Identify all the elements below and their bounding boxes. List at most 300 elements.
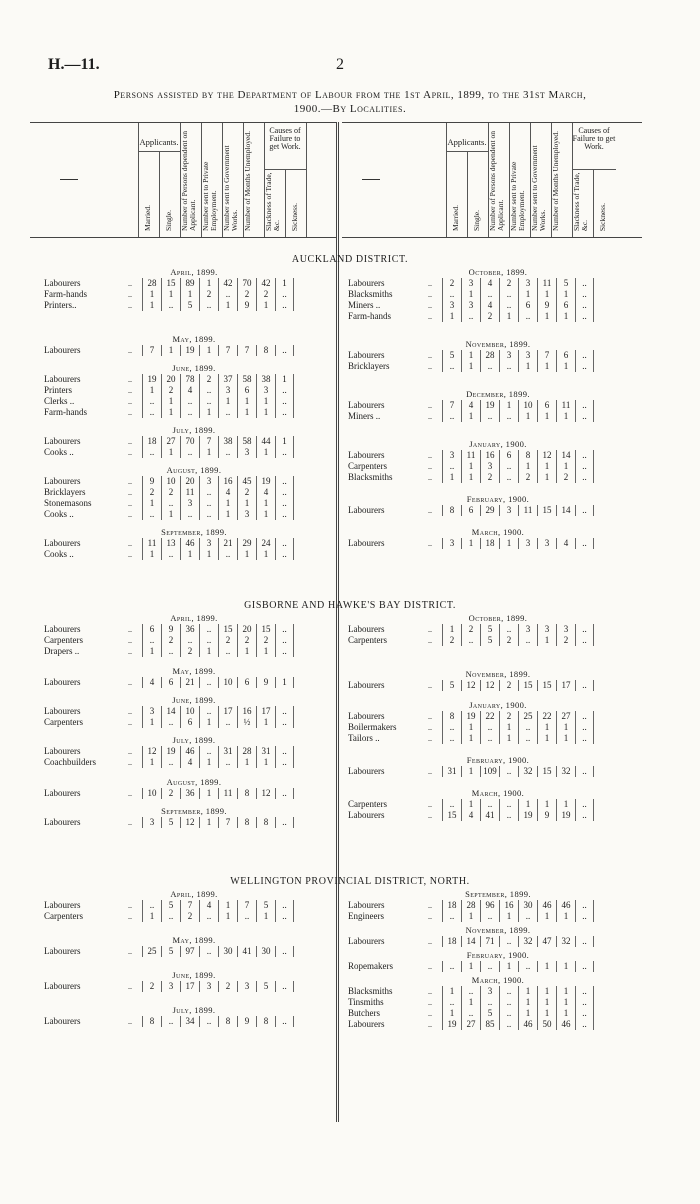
dependents-cell: .. xyxy=(480,961,499,972)
dependents-header: Number of Persons dependent on Applicant. xyxy=(488,131,505,231)
dependents-cell: 5 xyxy=(180,300,199,311)
slackness-cell: 9 xyxy=(256,677,275,688)
private-employment-cell: 1 xyxy=(199,345,218,356)
single-cell: 5 xyxy=(161,817,180,828)
private-employment-cell: .. xyxy=(499,472,518,483)
table-row xyxy=(44,1016,344,1027)
table-row xyxy=(348,635,648,646)
slackness-cell: 6 xyxy=(556,300,575,311)
single-cell: .. xyxy=(161,646,180,657)
slackness-cell: 1 xyxy=(556,986,575,997)
sickness-cell: .. xyxy=(275,396,294,407)
applicants-header: Applicants. xyxy=(447,137,487,147)
private-employment-cell: .. xyxy=(199,396,218,407)
private-employment-cell: .. xyxy=(499,766,518,777)
govt-works-cell: 6 xyxy=(518,300,537,311)
married-cell: 3 xyxy=(442,538,461,549)
sickness-cell: .. xyxy=(575,680,594,691)
leader-dots: .. xyxy=(428,351,432,360)
govt-works-cell: 10 xyxy=(518,400,537,411)
private-employment-cell: .. xyxy=(199,509,218,520)
months-unemployed-cell: 45 xyxy=(237,476,256,487)
leader-dots: .. xyxy=(428,1009,432,1018)
table-row xyxy=(44,706,344,717)
sickness-cell: .. xyxy=(575,311,594,322)
govt-works-cell: 42 xyxy=(218,278,237,289)
header-dash xyxy=(60,179,78,180)
auckland-right xyxy=(348,266,648,549)
govt-works-cell: 8 xyxy=(518,450,537,461)
sickness-cell: .. xyxy=(275,717,294,728)
month-heading: December, 1899. xyxy=(466,389,530,399)
slackness-cell: 1 xyxy=(256,911,275,922)
single-cell: 28 xyxy=(461,900,480,911)
months-unemployed-cell: 1 xyxy=(537,289,556,300)
govt-works-cell: 3 xyxy=(518,350,537,361)
occupation-cell: Labourers xyxy=(44,746,81,756)
private-employment-cell: .. xyxy=(499,1008,518,1019)
leader-dots: .. xyxy=(128,477,132,486)
single-cell: 2 xyxy=(161,788,180,799)
govt-works-cell: 32 xyxy=(518,936,537,947)
sickness-cell: .. xyxy=(575,900,594,911)
private-employment-cell: 1 xyxy=(199,757,218,768)
district-heading: AUCKLAND DISTRICT. xyxy=(291,254,409,265)
private-employment-cell: 2 xyxy=(199,374,218,385)
table-row xyxy=(348,722,648,733)
sickness-cell: .. xyxy=(275,385,294,396)
occupation-cell: Labourers xyxy=(348,1019,385,1029)
private-employment-cell: .. xyxy=(199,1016,218,1027)
govt-works-cell: 15 xyxy=(518,680,537,691)
slackness-cell: 1 xyxy=(256,300,275,311)
slackness-cell: 5 xyxy=(256,981,275,992)
married-cell: 1 xyxy=(442,311,461,322)
govt-works-cell: 8 xyxy=(218,1016,237,1027)
occupation-cell: Labourers xyxy=(348,538,385,548)
sickness-cell: .. xyxy=(275,900,294,911)
leader-dots: .. xyxy=(428,506,432,515)
sickness-cell: .. xyxy=(275,706,294,717)
occupation-cell: Printers.. xyxy=(44,300,77,310)
single-cell: 1 xyxy=(161,289,180,300)
sickness-cell: .. xyxy=(275,549,294,560)
private-employment-cell: 1 xyxy=(499,722,518,733)
single-cell: 1 xyxy=(461,538,480,549)
dependents-cell: 85 xyxy=(480,1019,499,1030)
married-cell: 8 xyxy=(442,505,461,516)
slackness-cell: 1 xyxy=(556,961,575,972)
occupation-cell: Clerks .. xyxy=(44,396,75,406)
table-row xyxy=(44,436,344,447)
sickness-cell: .. xyxy=(275,946,294,957)
private-employment-cell: .. xyxy=(499,986,518,997)
govt-works-cell: .. xyxy=(218,646,237,657)
occupation-cell: Cooks .. xyxy=(44,447,74,457)
leader-dots: .. xyxy=(428,800,432,809)
govt-works-cell: 11 xyxy=(218,788,237,799)
table-row xyxy=(44,646,344,657)
sickness-cell: .. xyxy=(575,733,594,744)
month-heading: September, 1899. xyxy=(161,527,227,537)
leader-dots: .. xyxy=(428,290,432,299)
table-row xyxy=(348,733,648,744)
single-cell: 9 xyxy=(161,624,180,635)
private-employment-cell: 1 xyxy=(199,646,218,657)
private-employment-cell: .. xyxy=(199,677,218,688)
married-cell: 1 xyxy=(142,498,161,509)
married-cell: 6 xyxy=(142,624,161,635)
married-cell: 1 xyxy=(442,986,461,997)
dependents-cell: 3 xyxy=(480,986,499,997)
occupation-cell: Drapers .. xyxy=(44,646,80,656)
govt-works-cell: 1 xyxy=(218,911,237,922)
column-header-left xyxy=(30,122,336,238)
table-row xyxy=(348,900,648,911)
married-cell: .. xyxy=(442,733,461,744)
govt-works-cell: 4 xyxy=(218,487,237,498)
dependents-cell: 109 xyxy=(480,766,499,777)
private-employment-cell: .. xyxy=(499,997,518,1008)
month-heading: October, 1899. xyxy=(468,267,528,277)
govt-works-cell: 30 xyxy=(218,946,237,957)
married-cell: 18 xyxy=(442,936,461,947)
govt-works-cell: 3 xyxy=(518,278,537,289)
slackness-cell: 2 xyxy=(256,289,275,300)
married-cell: 19 xyxy=(142,374,161,385)
private-employment-cell: 4 xyxy=(199,900,218,911)
leader-dots: .. xyxy=(128,499,132,508)
govt-works-cell: 10 xyxy=(218,677,237,688)
table-row xyxy=(348,936,648,947)
govt-works-cell: 1 xyxy=(218,396,237,407)
private-employment-cell: .. xyxy=(499,411,518,422)
slackness-cell: 8 xyxy=(256,817,275,828)
table-row xyxy=(44,345,344,356)
slackness-cell: 1 xyxy=(256,498,275,509)
sickness-cell: .. xyxy=(275,624,294,635)
dependents-cell: 41 xyxy=(480,810,499,821)
month-heading: June, 1899. xyxy=(172,970,216,980)
married-cell: 4 xyxy=(142,677,161,688)
leader-dots: .. xyxy=(128,386,132,395)
months-unemployed-cell: 1 xyxy=(537,635,556,646)
govt-works-cell: .. xyxy=(218,289,237,300)
married-cell: 1 xyxy=(142,717,161,728)
leader-dots: .. xyxy=(428,937,432,946)
months-unemployed-cell: 1 xyxy=(537,1008,556,1019)
married-cell: .. xyxy=(442,461,461,472)
slackness-cell: 1 xyxy=(556,799,575,810)
dependents-cell: 4 xyxy=(180,757,199,768)
months-unemployed-cell: 6 xyxy=(537,400,556,411)
sickness-cell: .. xyxy=(275,788,294,799)
single-cell: .. xyxy=(161,498,180,509)
slackness-cell: 12 xyxy=(256,788,275,799)
married-cell: 19 xyxy=(442,1019,461,1030)
govt-works-cell: 32 xyxy=(518,766,537,777)
private-header: Number sent to Private Employment. xyxy=(201,161,218,231)
table-row xyxy=(348,799,648,810)
single-cell: 1 xyxy=(161,509,180,520)
married-cell: 2 xyxy=(442,278,461,289)
table-row xyxy=(44,487,344,498)
slackness-cell: 2 xyxy=(556,472,575,483)
table-row xyxy=(44,788,344,799)
months-unemployed-cell: 7 xyxy=(237,900,256,911)
months-unemployed-cell: 1 xyxy=(237,498,256,509)
married-cell: 3 xyxy=(442,300,461,311)
single-cell: 1 xyxy=(161,447,180,458)
table-row xyxy=(348,361,648,372)
private-employment-cell: 1 xyxy=(499,961,518,972)
wellington-right xyxy=(348,888,648,1030)
dependents-cell: .. xyxy=(480,361,499,372)
dependents-cell: 5 xyxy=(480,624,499,635)
months-unemployed-cell: 15 xyxy=(537,680,556,691)
private-employment-cell: 1 xyxy=(499,911,518,922)
slackness-cell: 1 xyxy=(256,646,275,657)
govt-works-cell: 25 xyxy=(518,711,537,722)
single-cell: .. xyxy=(161,717,180,728)
occupation-cell: Blacksmiths xyxy=(348,472,393,482)
leader-dots: .. xyxy=(428,279,432,288)
private-employment-cell: 1 xyxy=(499,733,518,744)
private-employment-cell: .. xyxy=(199,624,218,635)
sickness-cell: .. xyxy=(575,505,594,516)
govt-works-cell: .. xyxy=(218,549,237,560)
occupation-cell: Labourers xyxy=(44,278,81,288)
dependents-cell: .. xyxy=(480,411,499,422)
sickness-cell: .. xyxy=(575,722,594,733)
married-cell: 2 xyxy=(442,635,461,646)
slackness-cell: 1 xyxy=(256,447,275,458)
married-cell: .. xyxy=(442,361,461,372)
district-heading: GISBORNE AND HAWKE'S BAY DISTRICT. xyxy=(244,600,456,611)
slackness-cell: 4 xyxy=(256,487,275,498)
married-cell: .. xyxy=(442,961,461,972)
month-heading: August, 1899. xyxy=(166,465,222,475)
govt-works-cell: 17 xyxy=(218,706,237,717)
slackness-cell: 5 xyxy=(556,278,575,289)
table-row xyxy=(348,766,648,777)
private-employment-cell: .. xyxy=(499,936,518,947)
leader-dots: .. xyxy=(428,734,432,743)
leader-dots: .. xyxy=(428,451,432,460)
single-cell: 13 xyxy=(161,538,180,549)
single-cell: 3 xyxy=(461,278,480,289)
table-row xyxy=(44,911,344,922)
single-cell: 4 xyxy=(461,810,480,821)
months-unemployed-cell: 1 xyxy=(237,396,256,407)
married-cell: .. xyxy=(442,799,461,810)
dependents-cell: .. xyxy=(480,289,499,300)
table-row xyxy=(44,635,344,646)
single-cell: .. xyxy=(161,549,180,560)
month-heading: July, 1899. xyxy=(172,1005,216,1015)
column-header-right xyxy=(342,122,642,238)
leader-dots: .. xyxy=(428,811,432,820)
private-employment-cell: .. xyxy=(199,911,218,922)
dependents-cell: .. xyxy=(480,799,499,810)
months-unemployed-cell: 1 xyxy=(237,407,256,418)
sickness-cell: .. xyxy=(575,350,594,361)
govt-works-cell: .. xyxy=(218,447,237,458)
govt-works-cell: 1 xyxy=(518,799,537,810)
months-unemployed-cell: 12 xyxy=(537,450,556,461)
single-cell: 19 xyxy=(161,746,180,757)
sickness-cell: .. xyxy=(575,450,594,461)
dependents-cell: 36 xyxy=(180,788,199,799)
table-row xyxy=(348,1008,648,1019)
months-unemployed-cell: 3 xyxy=(237,509,256,520)
single-cell: 12 xyxy=(461,680,480,691)
months-unemployed-cell: 6 xyxy=(237,385,256,396)
occupation-cell: Labourers xyxy=(348,900,385,910)
married-cell: 5 xyxy=(442,350,461,361)
dependents-cell: 97 xyxy=(180,946,199,957)
dependents-cell: .. xyxy=(480,997,499,1008)
table-row xyxy=(348,300,648,311)
months-unemployed-cell: 7 xyxy=(237,345,256,356)
single-cell: .. xyxy=(461,311,480,322)
married-cell: .. xyxy=(442,911,461,922)
slackness-cell: 14 xyxy=(556,450,575,461)
leader-dots: .. xyxy=(428,723,432,732)
married-cell: 7 xyxy=(142,345,161,356)
months-unemployed-cell: 1 xyxy=(537,986,556,997)
dependents-cell: 6 xyxy=(180,717,199,728)
occupation-cell: Blacksmiths xyxy=(348,986,393,996)
slackness-cell: 6 xyxy=(556,350,575,361)
table-row xyxy=(44,300,344,311)
single-cell: .. xyxy=(161,911,180,922)
occupation-cell: Coachbuilders xyxy=(44,757,96,767)
occupation-cell: Labourers xyxy=(348,350,385,360)
govt-works-cell: .. xyxy=(518,635,537,646)
month-heading: September, 1899. xyxy=(465,889,531,899)
sickness-cell: .. xyxy=(575,961,594,972)
months-unemployed-cell: 7 xyxy=(537,350,556,361)
dependents-cell: 12 xyxy=(180,817,199,828)
private-employment-cell: .. xyxy=(499,1019,518,1030)
leader-dots: .. xyxy=(128,290,132,299)
month-heading: February, 1900. xyxy=(466,755,530,765)
leader-dots: .. xyxy=(428,681,432,690)
occupation-cell: Labourers xyxy=(44,788,81,798)
leader-dots: .. xyxy=(428,412,432,421)
dependents-cell: .. xyxy=(180,509,199,520)
single-cell: 1 xyxy=(461,911,480,922)
married-cell: 1 xyxy=(142,757,161,768)
slackness-cell: 1 xyxy=(556,997,575,1008)
married-cell: .. xyxy=(142,900,161,911)
sickness-cell: .. xyxy=(275,981,294,992)
months-unemployed-cell: 9 xyxy=(237,300,256,311)
months-unemployed-cell: 8 xyxy=(237,817,256,828)
married-cell: .. xyxy=(442,997,461,1008)
govt-works-cell: .. xyxy=(218,757,237,768)
married-cell: .. xyxy=(142,447,161,458)
leader-dots: .. xyxy=(128,301,132,310)
dependents-cell: 7 xyxy=(180,900,199,911)
govt-works-cell: 46 xyxy=(518,1019,537,1030)
dependents-cell: 21 xyxy=(180,677,199,688)
married-cell: 12 xyxy=(142,746,161,757)
slackness-header: Slackness of Trade, &c. xyxy=(572,172,589,231)
occupation-cell: Farm-hands xyxy=(44,407,87,417)
slackness-cell: 8 xyxy=(256,345,275,356)
dependents-cell: 2 xyxy=(480,311,499,322)
dependents-cell: 4 xyxy=(480,278,499,289)
private-employment-cell: .. xyxy=(499,461,518,472)
leader-dots: .. xyxy=(128,408,132,417)
occupation-cell: Labourers xyxy=(44,817,81,827)
slackness-cell: 11 xyxy=(556,400,575,411)
sickness-cell: .. xyxy=(275,487,294,498)
occupation-cell: Labourers xyxy=(44,374,81,384)
table-row xyxy=(348,472,648,483)
month-heading: July, 1899. xyxy=(172,735,216,745)
months-unemployed-cell: 2 xyxy=(237,289,256,300)
private-employment-cell: 1 xyxy=(499,538,518,549)
slackness-cell: 30 xyxy=(256,946,275,957)
occupation-cell: Labourers xyxy=(348,711,385,721)
leader-dots: .. xyxy=(428,901,432,910)
month-heading: May, 1899. xyxy=(172,334,216,344)
occupation-cell: Labourers xyxy=(44,900,81,910)
slackness-cell: 5 xyxy=(256,900,275,911)
months-unemployed-cell: 8 xyxy=(237,788,256,799)
title-line-1: Persons assisted by the Department of Labour from the 1st April, 1899, to the 31st March, xyxy=(113,89,587,101)
slackness-cell: 4 xyxy=(556,538,575,549)
dependents-cell: .. xyxy=(180,407,199,418)
slackness-cell: 27 xyxy=(556,711,575,722)
private-employment-cell: 1 xyxy=(199,717,218,728)
month-heading: July, 1899. xyxy=(172,425,216,435)
month-heading: June, 1899. xyxy=(172,695,216,705)
married-cell: 18 xyxy=(142,436,161,447)
months-unemployed-cell: 1 xyxy=(237,646,256,657)
slackness-cell: 8 xyxy=(256,1016,275,1027)
sickness-header: Sickness. xyxy=(598,202,607,231)
private-employment-cell: 3 xyxy=(499,505,518,516)
sickness-cell: 1 xyxy=(275,278,294,289)
months-unemployed-cell: 1 xyxy=(537,961,556,972)
single-cell: 1 xyxy=(461,411,480,422)
months-unemployed-cell: 70 xyxy=(237,278,256,289)
married-cell: 31 xyxy=(442,766,461,777)
govt-works-cell: 1 xyxy=(218,498,237,509)
months-unemployed-cell: 2 xyxy=(237,635,256,646)
month-heading: April, 1899. xyxy=(170,613,218,623)
sickness-cell: .. xyxy=(275,476,294,487)
sickness-cell: 1 xyxy=(275,436,294,447)
table-row xyxy=(44,946,344,957)
single-header: Single. xyxy=(472,209,481,231)
month-heading: June, 1899. xyxy=(172,363,216,373)
occupation-cell: Cooks .. xyxy=(44,549,74,559)
occupation-cell: Farm-hands xyxy=(348,311,391,321)
months-unemployed-cell: 1 xyxy=(537,361,556,372)
married-cell: .. xyxy=(142,407,161,418)
dependents-cell: 46 xyxy=(180,538,199,549)
govt-works-cell: .. xyxy=(518,911,537,922)
month-heading: August, 1899. xyxy=(166,777,222,787)
leader-dots: .. xyxy=(128,647,132,656)
single-cell: 6 xyxy=(461,505,480,516)
leader-dots: .. xyxy=(428,539,432,548)
